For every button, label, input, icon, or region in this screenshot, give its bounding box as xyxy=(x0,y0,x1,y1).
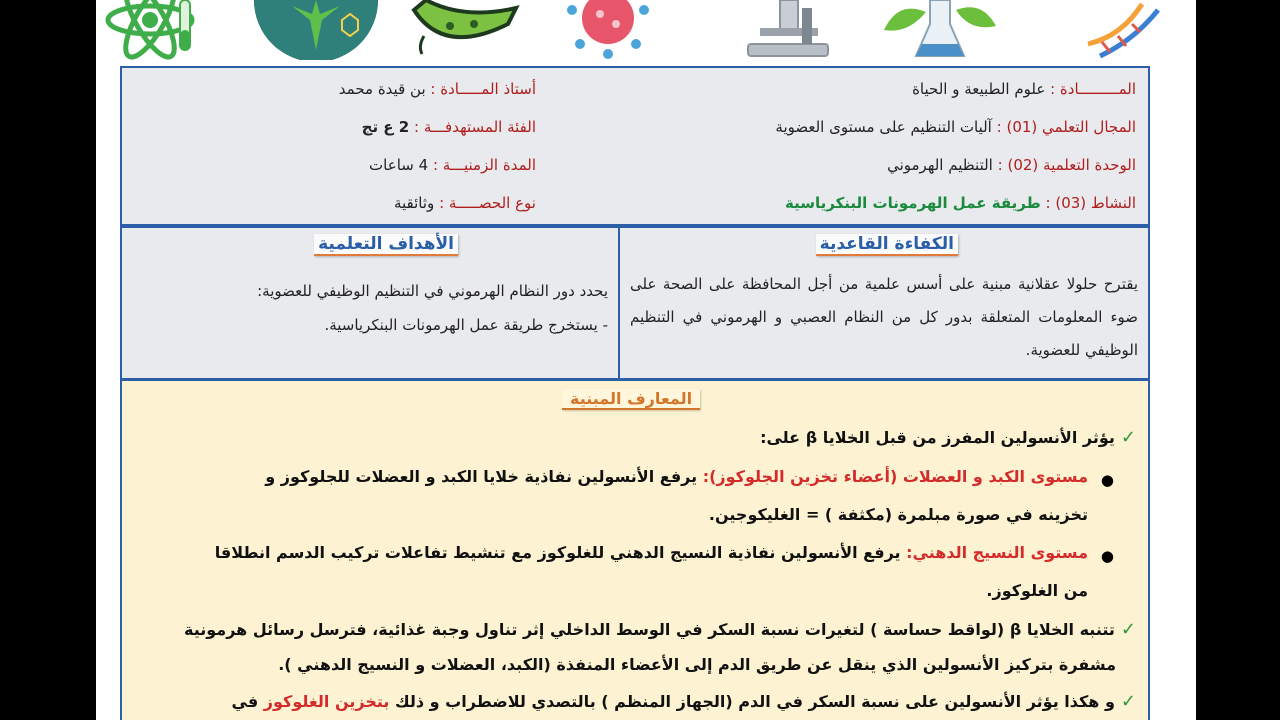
knowledge-line-3: تخزينه في صورة مبلمرة (مكثفة ) = الغليكوجين. xyxy=(708,505,1088,524)
knowledge-line-4: مستوى النسيج الدهني: يرفع الأنسولين نفاذية النسيج الدهني للغلوكوز مع تنشيط تفاعلات تركيب الدسم انطلاقا xyxy=(214,543,1088,562)
duration-row xyxy=(369,156,536,174)
session-label: نوع الحصـــــة : xyxy=(439,194,536,212)
teacher-value: بن قيدة محمد xyxy=(338,80,426,98)
checkmark-icon: ✓ xyxy=(1120,427,1136,448)
activity-row xyxy=(785,194,1136,212)
duration-label: المدة الزمنيـــة : xyxy=(432,156,536,174)
cannabis-leaf-icon xyxy=(252,0,380,60)
virus-icon xyxy=(560,0,656,60)
knowledge-line-6: ✓تتنبه الخلايا β (لواقط حساسة ) لتغيرات نسبة السكر في الوسط الداخلي إثر تناول وجبة غذائية، فترسل رسائل هرمونية xyxy=(184,619,1136,640)
checkmark-icon: ✓ xyxy=(1120,691,1136,712)
subject-row xyxy=(912,80,1136,98)
domain-row xyxy=(775,118,1136,136)
goals-title: الأهداف التعلمية xyxy=(314,234,458,256)
bullet-icon: ● xyxy=(1100,471,1114,489)
bacterium-icon xyxy=(404,0,522,60)
duration-value: 4 ساعات xyxy=(369,156,429,174)
document-page xyxy=(96,0,1196,720)
class-row xyxy=(362,118,536,136)
knowledge-line-2: مستوى الكبد و العضلات (أعضاء تخزين الجلوكوز): يرفع الأنسولين نفاذية خلايا الكبد و العضلات للجلوكوز و xyxy=(265,467,1088,486)
domain-value: آليات التنظيم على مستوى العضوية xyxy=(775,118,992,136)
knowledge-line-1: ✓يؤثر الأنسولين المفرز من قبل الخلايا β على: xyxy=(760,427,1136,448)
competency-title: الكفاءة القاعدية xyxy=(816,234,958,256)
goals-line-1: يحدد دور النظام الهرموني في التنظيم الوظيفي للعضوية: xyxy=(257,282,608,300)
bullet-icon: ● xyxy=(1100,547,1114,565)
competency-text: يقترح حلولا عقلانية مبنية على أسس علمية من أجل المحافظة على الصحة على ضوء المعلومات المتعلقة بدور كل من النظام العصبي و الهرموني في التنظيم الوظيفي للعضوية. xyxy=(630,275,1138,359)
subject-label: المـــــــــادة : xyxy=(1050,80,1136,98)
icon-strip xyxy=(96,0,1196,60)
class-value: 2 ع تج xyxy=(361,118,410,136)
microscope-icon xyxy=(740,0,832,60)
unit-value: التنظيم الهرموني xyxy=(887,156,993,174)
activity-label: النشاط (03) : xyxy=(1045,194,1136,212)
knowledge-line-7: مشفرة بتركيز الأنسولين الذي ينقل عن طريق الدم إلى الأعضاء المنفذة (الكبد، العضلات و النسيج الدهني ). xyxy=(278,655,1116,674)
plant-flask-icon xyxy=(878,0,1002,60)
lesson-info-panel xyxy=(120,66,1150,226)
test-tubes-icon xyxy=(176,0,206,60)
built-knowledge-panel xyxy=(120,379,1150,720)
teacher-label: أستاذ المـــــادة : xyxy=(430,80,536,98)
unit-label: الوحدة التعلمية (02) : xyxy=(997,156,1136,174)
class-label: الفئة المستهدفـــة : xyxy=(414,118,536,136)
checkmark-icon: ✓ xyxy=(1120,619,1136,640)
subject-value: علوم الطبيعة و الحياة xyxy=(912,80,1046,98)
knowledge-line-5: من الغلوكوز. xyxy=(986,581,1088,600)
teacher-row xyxy=(339,80,536,98)
knowledge-line-8: ✓و هكذا يؤثر الأنسولين على نسبة السكر في الدم (الجهاز المنظم ) بالتصدي للاضطراب و ذلك بتخزين الغلوكوز في xyxy=(231,691,1136,712)
unit-row xyxy=(887,156,1136,174)
knowledge-title: المعارف المبنية xyxy=(562,389,700,410)
competency-panel xyxy=(618,226,1150,380)
learning-goals-panel xyxy=(120,226,620,380)
session-value: وثائقية xyxy=(393,194,435,212)
domain-label: المجال التعلمي (01) : xyxy=(996,118,1136,136)
dna-icon xyxy=(1082,0,1164,60)
goals-line-2: - يستخرج طريقة عمل الهرمونات البنكرياسية. xyxy=(324,316,608,334)
session-row xyxy=(394,194,536,212)
activity-value: طريقة عمل الهرمونات البنكرياسية xyxy=(785,194,1041,212)
